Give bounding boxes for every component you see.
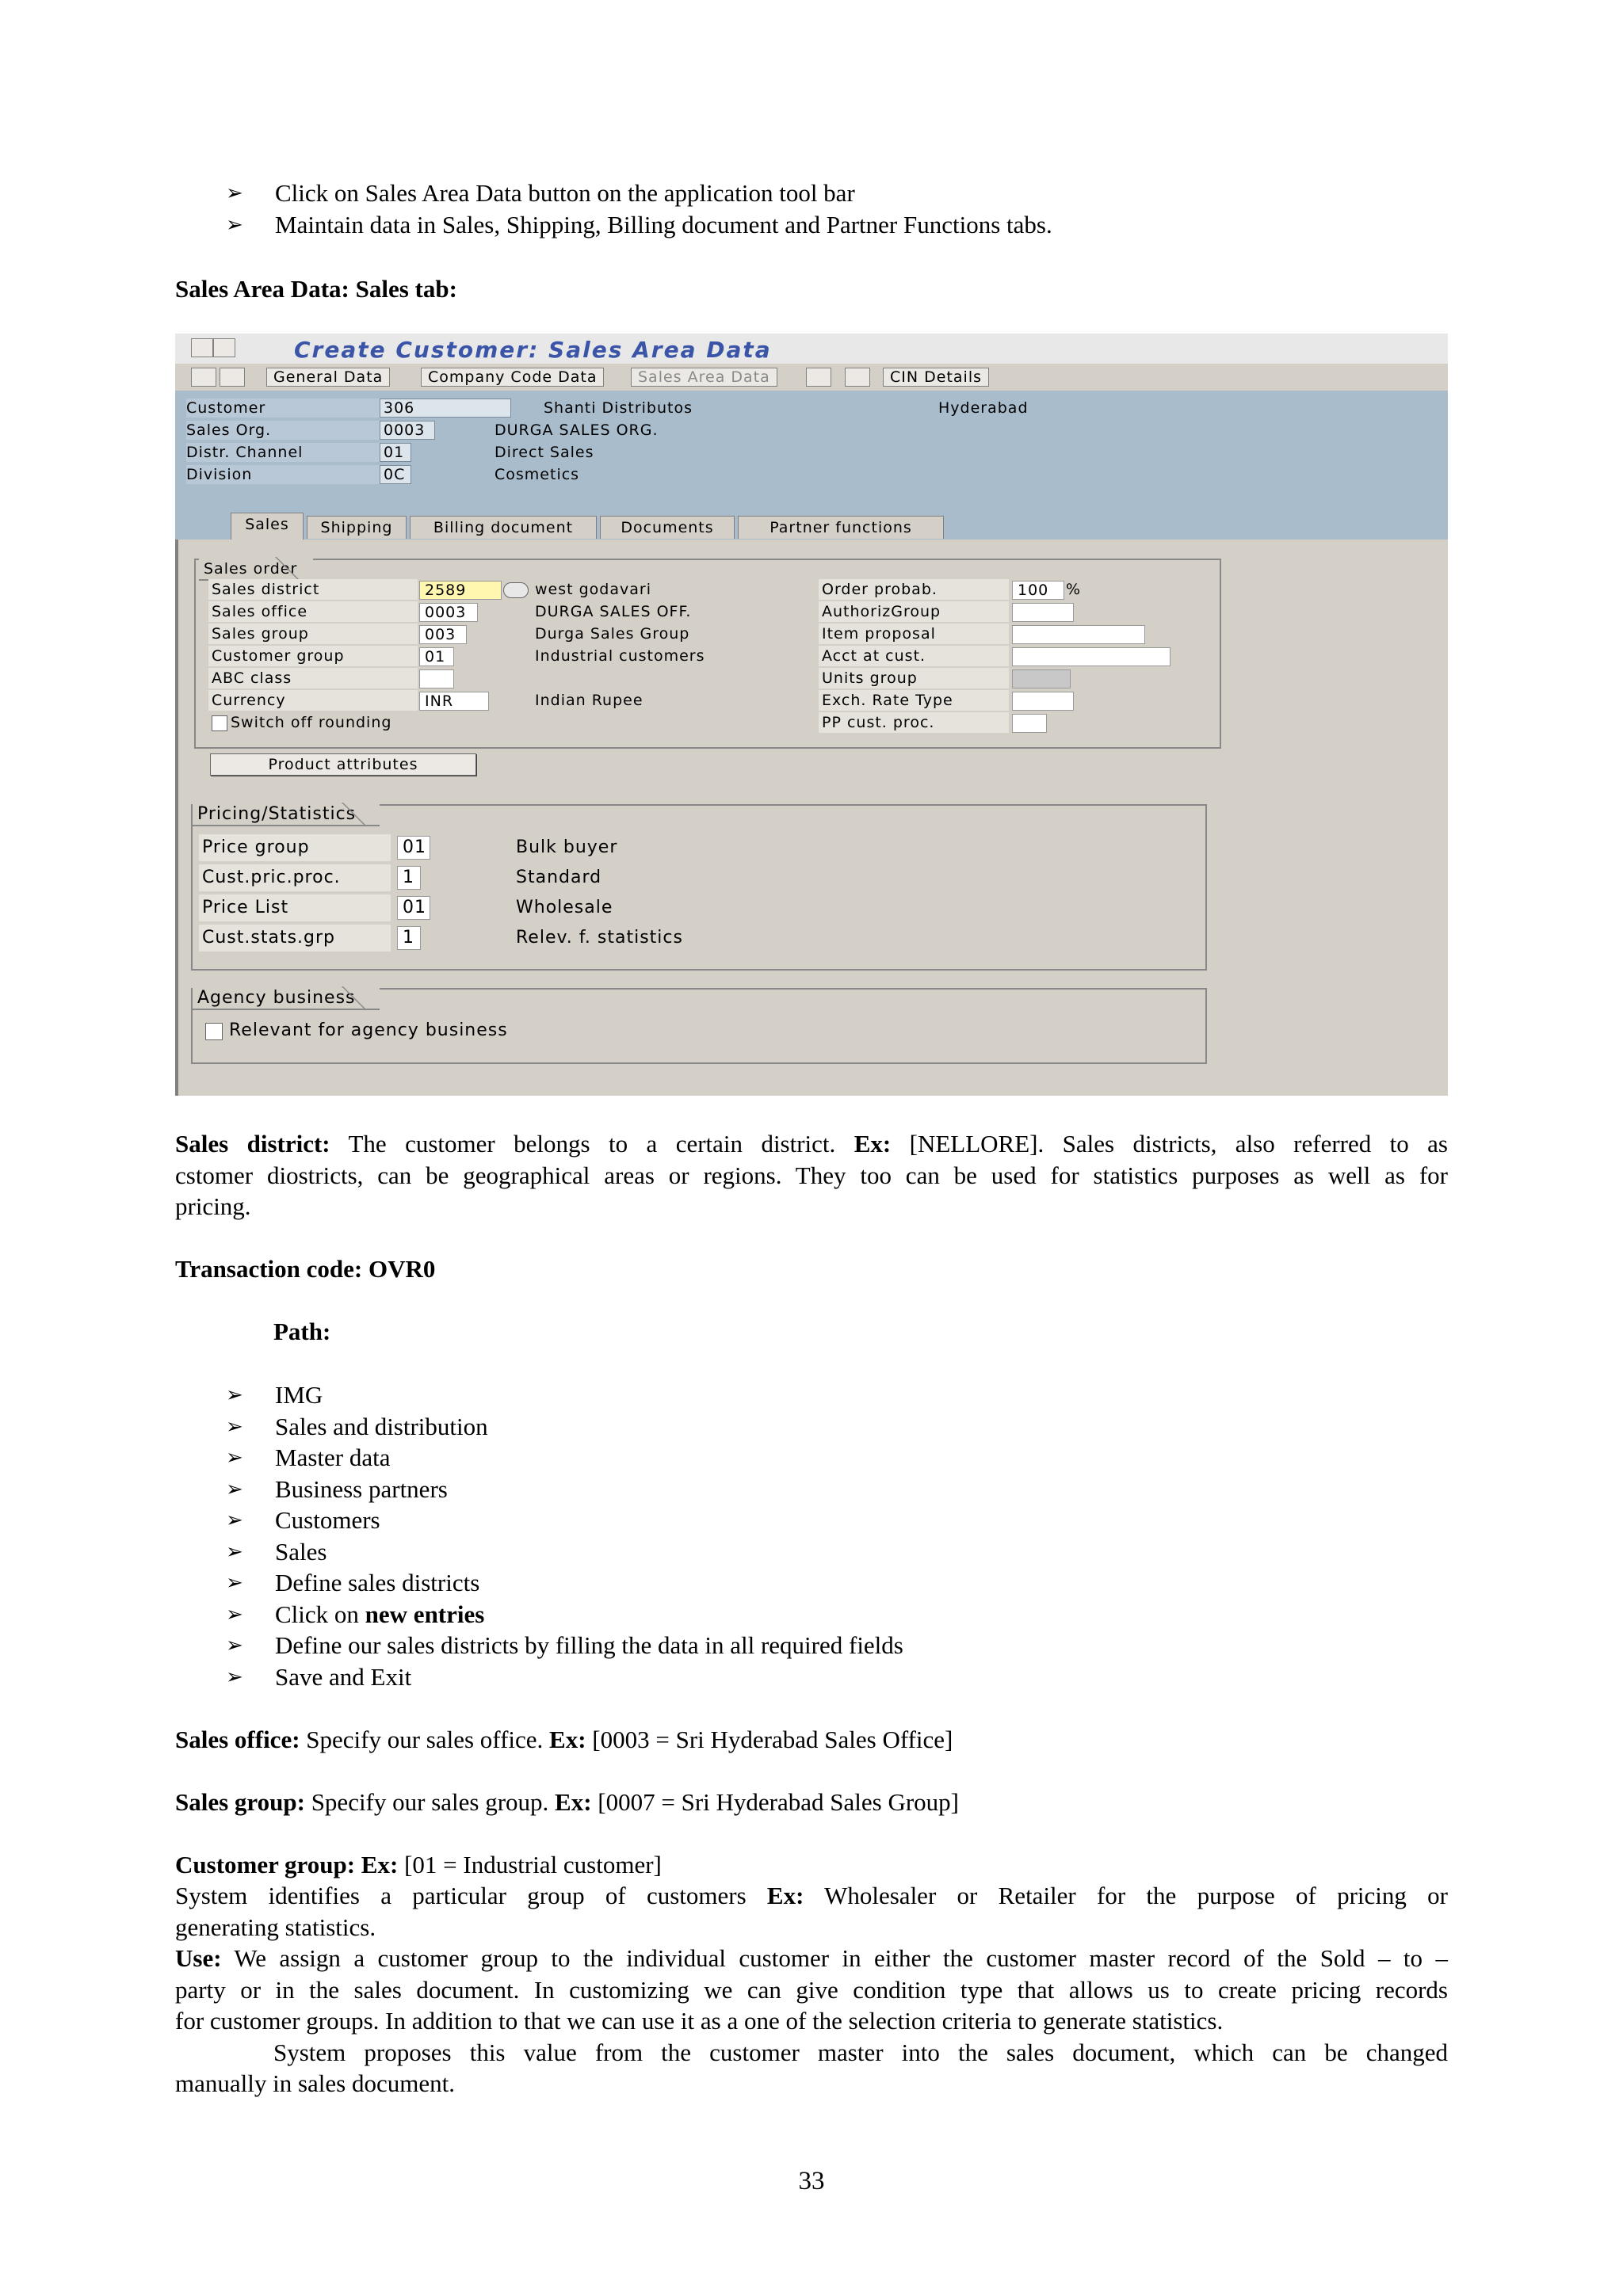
sales-district-paragraph-line2: cstomer diostricts, can be geographical areas or regions. They too can be used for statistics purposes as well as for bbox=[175, 1161, 1448, 1189]
additional-data-empties-icon[interactable] bbox=[845, 368, 870, 387]
sales-group-line: Sales group: Specify our sales group. Ex: [0007 = Sri Hyderabad Sales Group] bbox=[175, 1788, 959, 1816]
cust-pric-proc-label: Cust.pric.proc. bbox=[199, 864, 391, 891]
division-label: Division bbox=[186, 465, 384, 484]
tab-shipping[interactable]: Shipping bbox=[307, 516, 407, 539]
customer-group-line2: System identifies a particular group of customers Ex: Wholesaler or Retailer for the purpose of pricing or bbox=[175, 1882, 1448, 1909]
sales-office-line: Sales office: Specify our sales office. Ex: [0003 = Sri Hyderabad Sales Office] bbox=[175, 1726, 953, 1753]
application-toolbar bbox=[175, 364, 1448, 391]
arrow-bullet-icon: ➢ bbox=[226, 1478, 243, 1501]
transaction-code: Transaction code: OVR0 bbox=[175, 1255, 436, 1283]
path-bullet: ➢ Define our sales districts by filling the data in all required fields bbox=[226, 1630, 1415, 1661]
customer-group-line3: generating statistics. bbox=[175, 1913, 376, 1941]
price-list-text: Wholesale bbox=[516, 898, 613, 917]
exch-rate-type-field[interactable] bbox=[1012, 692, 1074, 711]
item-proposal-field[interactable] bbox=[1012, 625, 1145, 644]
relevant-agency-business-label: Relevant for agency business bbox=[229, 1020, 508, 1040]
arrow-bullet-icon: ➢ bbox=[226, 1446, 243, 1470]
path-label: Path: bbox=[273, 1318, 331, 1345]
sales-order-title: Sales order bbox=[199, 559, 313, 581]
use-line1: Use: We assign a customer group to the individual customer in either the customer master record of the Sold – to – bbox=[175, 1944, 1448, 1972]
cin-details-button[interactable]: CIN Details bbox=[883, 368, 989, 387]
tab-sales[interactable]: Sales bbox=[231, 513, 304, 540]
bullet-text: Click on Sales Area Data button on the application tool bar bbox=[275, 179, 855, 207]
path-bullet: ➢ Master data bbox=[226, 1442, 1415, 1474]
price-group-label: Price group bbox=[199, 834, 391, 861]
path-bullet: ➢ Sales bbox=[226, 1536, 1415, 1568]
customer-name: Shanti Distributos bbox=[544, 399, 693, 417]
use-line2: party or in the sales document. In customizing we can give condition type that allows us to create pricing records bbox=[175, 1976, 1448, 2004]
product-attributes-button[interactable]: Product attributes bbox=[210, 753, 476, 776]
customer-group-text: Industrial customers bbox=[535, 647, 705, 665]
switch-off-rounding-label: Switch off rounding bbox=[231, 714, 392, 731]
sales-office-text: DURGA SALES OFF. bbox=[535, 603, 692, 620]
other-customer-icon[interactable] bbox=[191, 368, 216, 387]
customer-group-field[interactable]: 01 bbox=[419, 647, 454, 666]
sales-org-name: DURGA SALES ORG. bbox=[495, 421, 659, 439]
system-proposes-line1: System proposes this value from the customer master into the sales document, which can be changed bbox=[273, 2039, 1448, 2066]
arrow-bullet-icon: ➢ bbox=[226, 181, 243, 205]
path-bullet: ➢ IMG bbox=[226, 1379, 1415, 1411]
agency-business-title: Agency business bbox=[193, 988, 380, 1010]
tab-strip bbox=[175, 509, 1448, 540]
currency-label: Currency bbox=[208, 690, 418, 711]
distr-channel-name: Direct Sales bbox=[495, 444, 594, 461]
sales-group-field[interactable]: 003 bbox=[419, 625, 467, 644]
sales-district-label: Sales district bbox=[208, 579, 418, 600]
system-menu-icon[interactable] bbox=[191, 338, 213, 357]
general-data-button[interactable]: General Data bbox=[266, 368, 390, 387]
cust-pric-proc-text: Standard bbox=[516, 868, 602, 887]
acct-at-cust-field[interactable] bbox=[1012, 647, 1170, 666]
price-group-field[interactable]: 01 bbox=[397, 836, 430, 860]
arrow-bullet-icon: ➢ bbox=[226, 213, 243, 237]
customer-group-line1: Customer group: Ex: [01 = Industrial customer] bbox=[175, 1851, 662, 1878]
sales-group-label: Sales group bbox=[208, 624, 418, 644]
pricing-statistics-group bbox=[191, 804, 1207, 971]
arrow-bullet-icon: ➢ bbox=[226, 1540, 243, 1564]
use-line3: for customer groups. In addition to that we can use it as a one of the selection criteria to generate statistics. bbox=[175, 2007, 1224, 2035]
cust-pric-proc-field[interactable]: 1 bbox=[397, 866, 421, 890]
relevant-agency-business-checkbox[interactable] bbox=[205, 1023, 223, 1040]
sales-office-field[interactable]: 0003 bbox=[419, 603, 478, 622]
customer-city: Hyderabad bbox=[938, 399, 1029, 417]
order-probab-field[interactable]: 100 bbox=[1012, 581, 1064, 600]
arrow-bullet-icon: ➢ bbox=[226, 1665, 243, 1689]
sales-district-paragraph-line3: pricing. bbox=[175, 1192, 251, 1220]
page-number: 33 bbox=[798, 2167, 825, 2195]
item-proposal-label: Item proposal bbox=[819, 624, 1009, 644]
sales-area-data-button[interactable]: Sales Area Data bbox=[631, 368, 777, 387]
path-bullet: ➢ Define sales districts bbox=[226, 1567, 1415, 1599]
cust-stats-grp-field[interactable]: 1 bbox=[397, 926, 421, 950]
arrow-bullet-icon: ➢ bbox=[226, 1634, 243, 1657]
customer-field[interactable]: 306 bbox=[380, 399, 511, 418]
arrow-bullet-icon: ➢ bbox=[226, 1383, 243, 1407]
sales-district-text: west godavari bbox=[535, 581, 651, 598]
sap-title-bar bbox=[175, 334, 1448, 364]
path-bullet: ➢ Customers bbox=[226, 1505, 1415, 1536]
acct-at-cust-label: Acct at cust. bbox=[819, 646, 1009, 666]
sales-office-label: Sales office bbox=[208, 601, 418, 622]
division-field[interactable]: 0C bbox=[380, 465, 411, 484]
authoriz-group-label: AuthorizGroup bbox=[819, 601, 1009, 622]
path-bullet: ➢ Business partners bbox=[226, 1474, 1415, 1505]
units-group-label: Units group bbox=[819, 668, 1009, 688]
arrow-bullet-icon: ➢ bbox=[226, 1571, 243, 1595]
customer-group-label: Customer group bbox=[208, 646, 418, 666]
sap-screenshot bbox=[175, 334, 1448, 1096]
order-probab-unit: % bbox=[1066, 581, 1082, 598]
pricing-statistics-title: Pricing/Statistics bbox=[193, 804, 380, 826]
arrow-bullet-icon: ➢ bbox=[226, 1603, 243, 1627]
path-bullet: ➢ Save and Exit bbox=[226, 1661, 1415, 1693]
switch-off-rounding-checkbox[interactable] bbox=[212, 715, 227, 731]
order-probab-label: Order probab. bbox=[819, 579, 1009, 600]
distr-channel-label: Distr. Channel bbox=[186, 443, 384, 462]
abc-class-label: ABC class bbox=[208, 668, 418, 688]
search-help-icon[interactable] bbox=[503, 582, 529, 598]
system-proposes-line2: manually in sales document. bbox=[175, 2069, 455, 2097]
additional-data-icon[interactable] bbox=[806, 368, 831, 387]
price-list-label: Price List bbox=[199, 894, 391, 921]
intro-bullet bbox=[226, 209, 1415, 241]
sap-screen-title: Create Customer: Sales Area Data bbox=[294, 337, 772, 363]
tab-billing-document[interactable]: Billing document bbox=[410, 516, 597, 539]
tab-documents[interactable]: Documents bbox=[600, 516, 735, 539]
units-group-field[interactable] bbox=[1012, 669, 1071, 688]
distr-channel-field[interactable]: 01 bbox=[380, 443, 411, 462]
path-bullet: ➢ Click on new entries bbox=[226, 1599, 1415, 1630]
edit-icon[interactable] bbox=[220, 368, 245, 387]
currency-text: Indian Rupee bbox=[535, 692, 643, 709]
sales-org-field[interactable]: 0003 bbox=[380, 421, 435, 440]
sales-order-group bbox=[194, 559, 1221, 749]
pp-cust-proc-field[interactable] bbox=[1012, 714, 1047, 733]
tab-partner-functions[interactable]: Partner functions bbox=[738, 516, 944, 539]
sales-tab-panel bbox=[175, 540, 1448, 1096]
company-code-data-button[interactable]: Company Code Data bbox=[421, 368, 604, 387]
sales-group-text: Durga Sales Group bbox=[535, 625, 690, 643]
display-icon[interactable] bbox=[213, 338, 235, 357]
arrow-bullet-icon: ➢ bbox=[226, 1415, 243, 1439]
currency-field[interactable]: INR bbox=[419, 692, 489, 711]
cust-stats-grp-label: Cust.stats.grp bbox=[199, 925, 391, 952]
customer-label: Customer bbox=[186, 399, 384, 418]
division-name: Cosmetics bbox=[495, 466, 580, 483]
sales-district-paragraph-line1: Sales district: The customer belongs to a certain district. Ex: [NELLORE]. Sales districts, also referred to as bbox=[175, 1130, 1448, 1158]
pp-cust-proc-label: PP cust. proc. bbox=[819, 712, 1009, 733]
arrow-bullet-icon: ➢ bbox=[226, 1508, 243, 1532]
sales-org-label: Sales Org. bbox=[186, 421, 384, 440]
sales-district-field[interactable]: 2589 bbox=[419, 581, 502, 600]
intro-bullet bbox=[226, 177, 1415, 209]
authoriz-group-field[interactable] bbox=[1012, 603, 1074, 622]
cust-stats-grp-text: Relev. f. statistics bbox=[516, 928, 683, 948]
abc-class-field[interactable] bbox=[419, 669, 454, 688]
price-list-field[interactable]: 01 bbox=[397, 896, 430, 920]
section-heading: Sales Area Data: Sales tab: bbox=[175, 275, 457, 303]
agency-business-group bbox=[191, 988, 1207, 1064]
exch-rate-type-label: Exch. Rate Type bbox=[819, 690, 1009, 711]
path-bullet: ➢ Sales and distribution bbox=[226, 1411, 1415, 1443]
bullet-text: Maintain data in Sales, Shipping, Billing document and Partner Functions tabs. bbox=[275, 211, 1052, 238]
price-group-text: Bulk buyer bbox=[516, 837, 618, 857]
